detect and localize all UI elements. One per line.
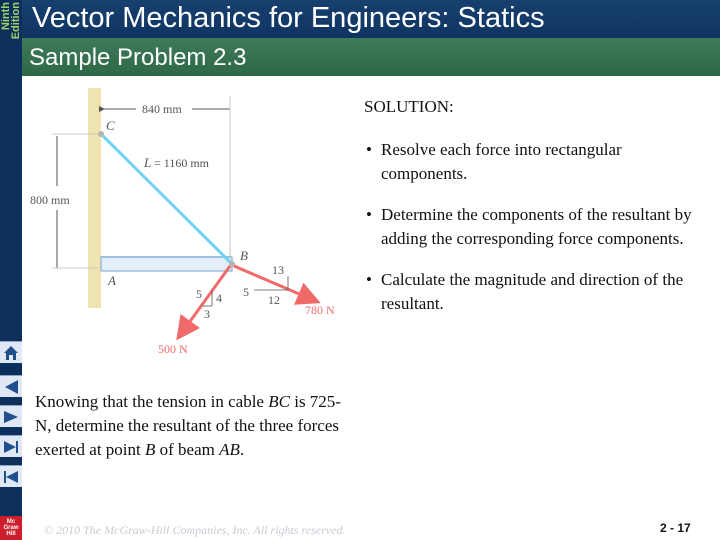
point-c-label: C	[106, 118, 115, 133]
solution-item-text: Determine the components of the resultant by adding the corresponding force components.	[381, 205, 692, 248]
solution-item-text: Resolve each force into rectangular components.	[381, 140, 622, 183]
slope-780-run: 12	[268, 293, 280, 307]
logo-line2: Graw	[3, 525, 19, 531]
force-500-label: 500 N	[158, 342, 188, 356]
first-slide-button[interactable]	[0, 375, 22, 397]
previous-slide-icon	[0, 406, 22, 428]
bullet: •	[366, 270, 372, 289]
force-500-arrow	[178, 266, 230, 338]
dim-label-horizontal: 840 mm	[142, 102, 182, 116]
beam-ab	[101, 257, 232, 271]
problem-text-4: .	[239, 440, 245, 459]
solution-item	[364, 268, 704, 316]
next-slide-icon	[0, 436, 22, 458]
last-slide-button[interactable]	[0, 465, 22, 487]
solution-panel	[364, 96, 704, 333]
dim-label-vertical: 800 mm	[30, 193, 70, 207]
cable-bc	[101, 134, 232, 264]
problem-figure	[22, 76, 362, 366]
publisher-logo	[0, 516, 22, 540]
solution-item	[364, 203, 704, 251]
title-bar	[22, 0, 720, 38]
problem-text-1: Knowing that the tension in cable	[35, 392, 269, 411]
first-slide-icon	[0, 376, 22, 398]
wall	[88, 88, 101, 308]
slide-title: Sample Problem 2.3	[29, 44, 247, 71]
problem-text-3: of beam	[155, 440, 220, 459]
cable-length-label: = 1160 mm	[154, 156, 209, 170]
solution-list	[364, 138, 704, 316]
edition-label	[0, 0, 22, 48]
previous-slide-button[interactable]	[0, 405, 22, 427]
left-nav-bar	[0, 0, 22, 540]
problem-statement	[35, 390, 345, 462]
force-780-label: 780 N	[305, 303, 335, 317]
problem-bc: BC	[268, 392, 290, 411]
bullet: •	[366, 140, 372, 159]
home-button[interactable]	[0, 341, 22, 363]
page-title: Vector Mechanics for Engineers: Statics	[32, 2, 545, 34]
next-slide-button[interactable]	[0, 435, 22, 457]
cable-length-symbol: L	[144, 155, 152, 170]
page-number: 2 - 17	[660, 521, 691, 535]
edition-line2: Edition	[10, 2, 22, 40]
slope-500-b: 4	[216, 291, 222, 305]
solution-item	[364, 138, 704, 186]
copyright-notice: © 2010 The McGraw-Hill Companies, Inc. All rights reserved.	[44, 523, 346, 537]
bullet: •	[366, 205, 372, 224]
slope-500-a: 5	[196, 287, 202, 301]
subtitle-bar	[22, 38, 720, 76]
logo-line3: Hill	[6, 531, 16, 537]
problem-b: B	[145, 440, 156, 459]
point-c-marker	[98, 131, 104, 137]
problem-text-2: is 725-N, determine the resultant of the three forces exerted at point	[35, 392, 341, 459]
slope-780-hyp: 13	[272, 263, 284, 277]
point-a-label: A	[108, 273, 116, 288]
edition-line1: Ninth	[0, 2, 12, 31]
point-b-label: B	[240, 248, 248, 263]
slope-780-rise: 5	[243, 285, 249, 299]
solution-heading: SOLUTION:	[364, 97, 454, 116]
home-icon	[0, 342, 22, 364]
slope-500-c: 3	[204, 307, 210, 321]
solution-item-text: Calculate the magnitude and direction of the resultant.	[381, 270, 684, 313]
logo-line1: Mc	[6, 519, 16, 525]
last-slide-icon	[0, 466, 22, 488]
problem-ab: AB	[219, 440, 240, 459]
